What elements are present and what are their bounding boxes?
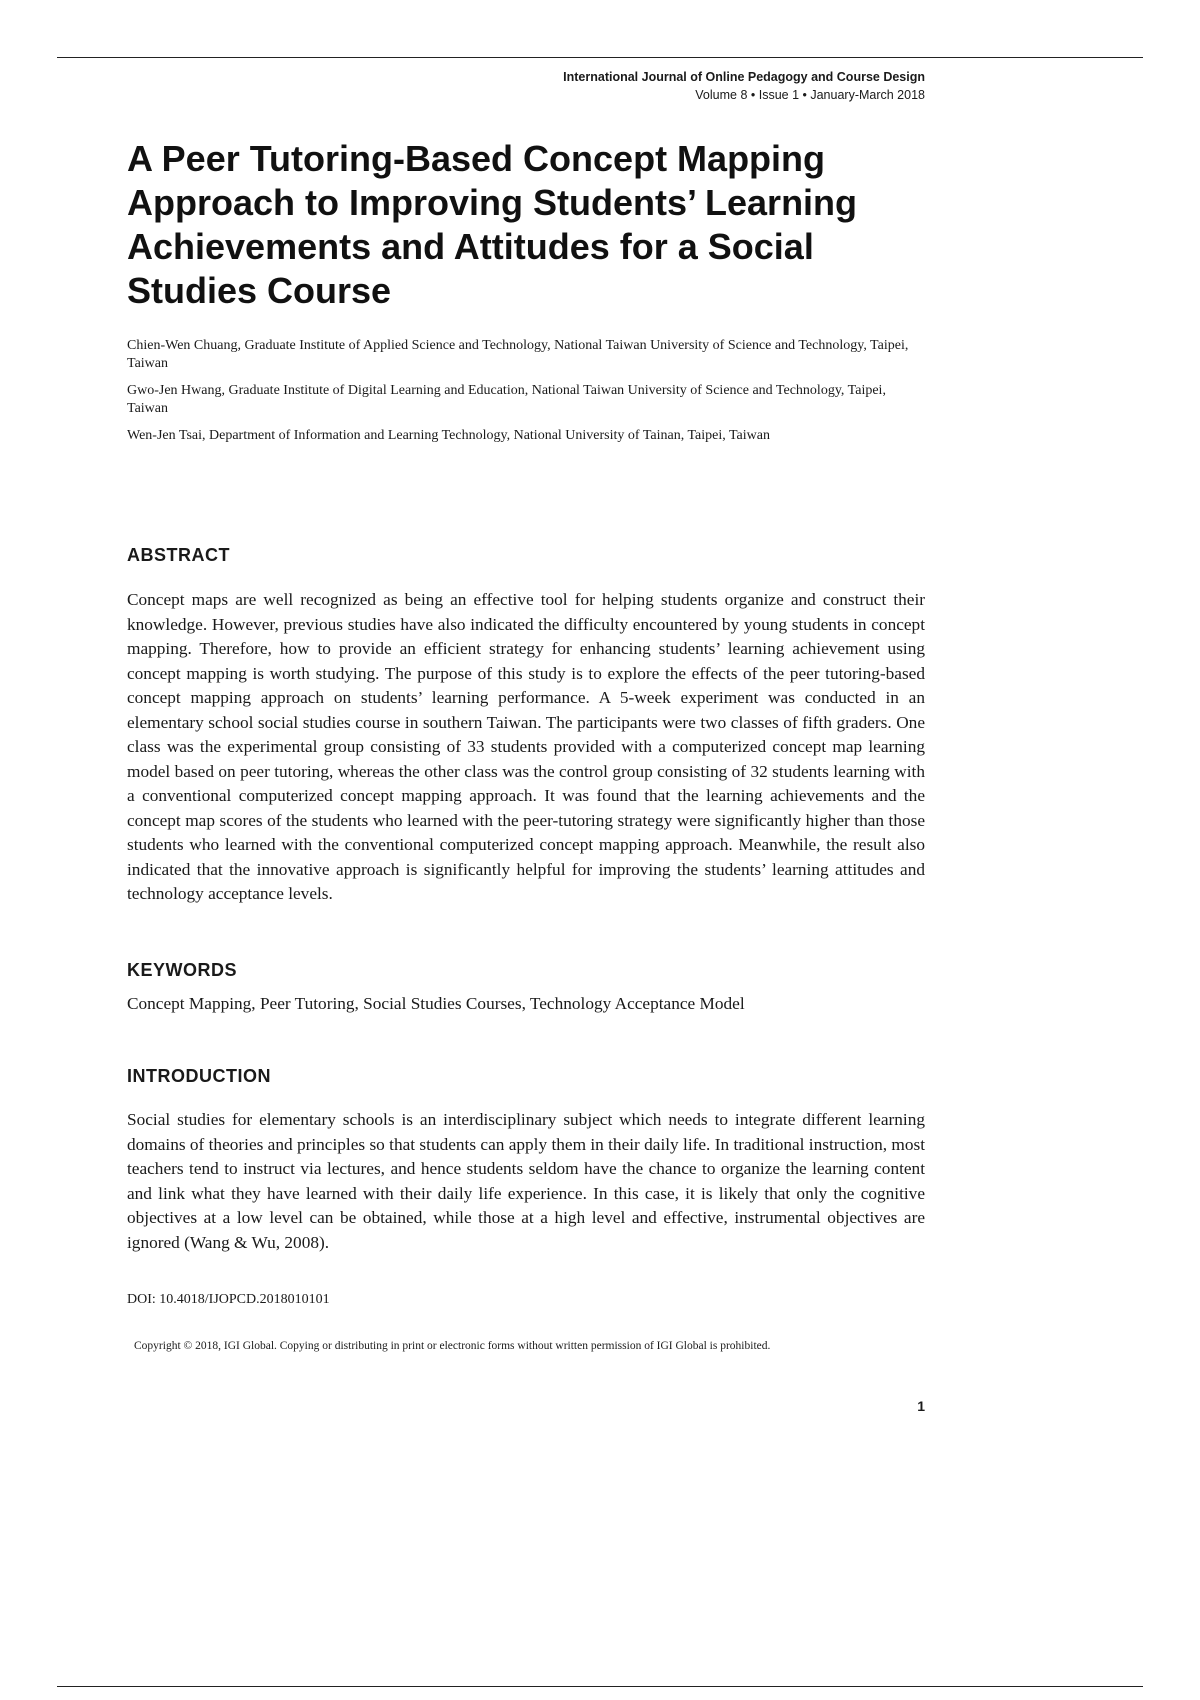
journal-header	[563, 68, 925, 104]
author-affiliation: Chien-Wen Chuang, Graduate Institute of Applied Science and Technology, National Taiwan University of Science and Technology, Taipei, Taiwan	[127, 338, 909, 371]
author-affiliation: Wen-Jen Tsai, Department of Information and Learning Technology, National University of Tainan, Taipei, Taiwan	[127, 428, 770, 443]
author-list	[127, 337, 925, 454]
keywords-text: Concept Mapping, Peer Tutoring, Social Studies Courses, Technology Acceptance Model	[127, 994, 745, 1013]
introduction-text: Social studies for elementary schools is an interdisciplinary subject which needs to integrate different learning domains of theories and principles so that students can apply them in their daily life. In traditional instruction, most teachers tend to instruct via lectures, and hence students seldom have the chance to organize the learning content and link what they have learned with their daily life experience. In this case, it is likely that only the cognitive objectives at a low level can be obtained, while those at a high level and effective, instrumental objectives are ignored (Wang & Wu, 2008).	[127, 1110, 925, 1252]
header-rule	[57, 57, 1143, 58]
copyright-notice: Copyright © 2018, IGI Global. Copying or distributing in print or electronic forms without written permission of IGI Global is prohibited.	[134, 1340, 771, 1352]
abstract-heading: ABSTRACT	[127, 545, 230, 565]
journal-issue: Volume 8 • Issue 1 • January-March 2018	[695, 88, 925, 102]
abstract-text: Concept maps are well recognized as being an effective tool for helping students organize and construct their knowledge. However, previous studies have also indicated the difficulty encountered by young students in concept mapping. Therefore, how to provide an efficient strategy for enhancing students’ learning achievement using concept mapping is worth studying. The purpose of this study is to explore the effects of the peer tutoring-based concept mapping approach on students’ learning performance. A 5-week experiment was conducted in an elementary school social studies course in southern Taiwan. The participants were two classes of fifth graders. One class was the experimental group consisting of 33 students provided with a computerized concept map learning model based on peer tutoring, whereas the other class was the control group consisting of 32 students learning with a conventional computerized concept mapping approach. It was found that the learning achievements and the concept map scores of the students who learned with the peer-tutoring strategy were significantly higher than those students who learned with the conventional computerized concept mapping approach. Meanwhile, the result also indicated that the innovative approach is significantly helpful for improving the students’ learning attitudes and technology acceptance levels.	[127, 590, 925, 903]
keywords-heading: KEYWORDS	[127, 960, 238, 980]
introduction-heading: INTRODUCTION	[127, 1066, 271, 1086]
page-number: 1	[917, 1398, 925, 1414]
journal-name: International Journal of Online Pedagogy and Course Design	[563, 70, 925, 84]
doi: DOI: 10.4018/IJOPCD.2018010101	[127, 1292, 330, 1307]
footer-rule	[57, 1686, 1143, 1687]
author-affiliation: Gwo-Jen Hwang, Graduate Institute of Digital Learning and Education, National Taiwan University of Science and Technology, Taipei, Taiwan	[127, 383, 886, 416]
paper-title: A Peer Tutoring-Based Concept Mapping Approach to Improving Students’ Learning Achievements and Attitudes for a Social Studies Course	[127, 138, 858, 311]
